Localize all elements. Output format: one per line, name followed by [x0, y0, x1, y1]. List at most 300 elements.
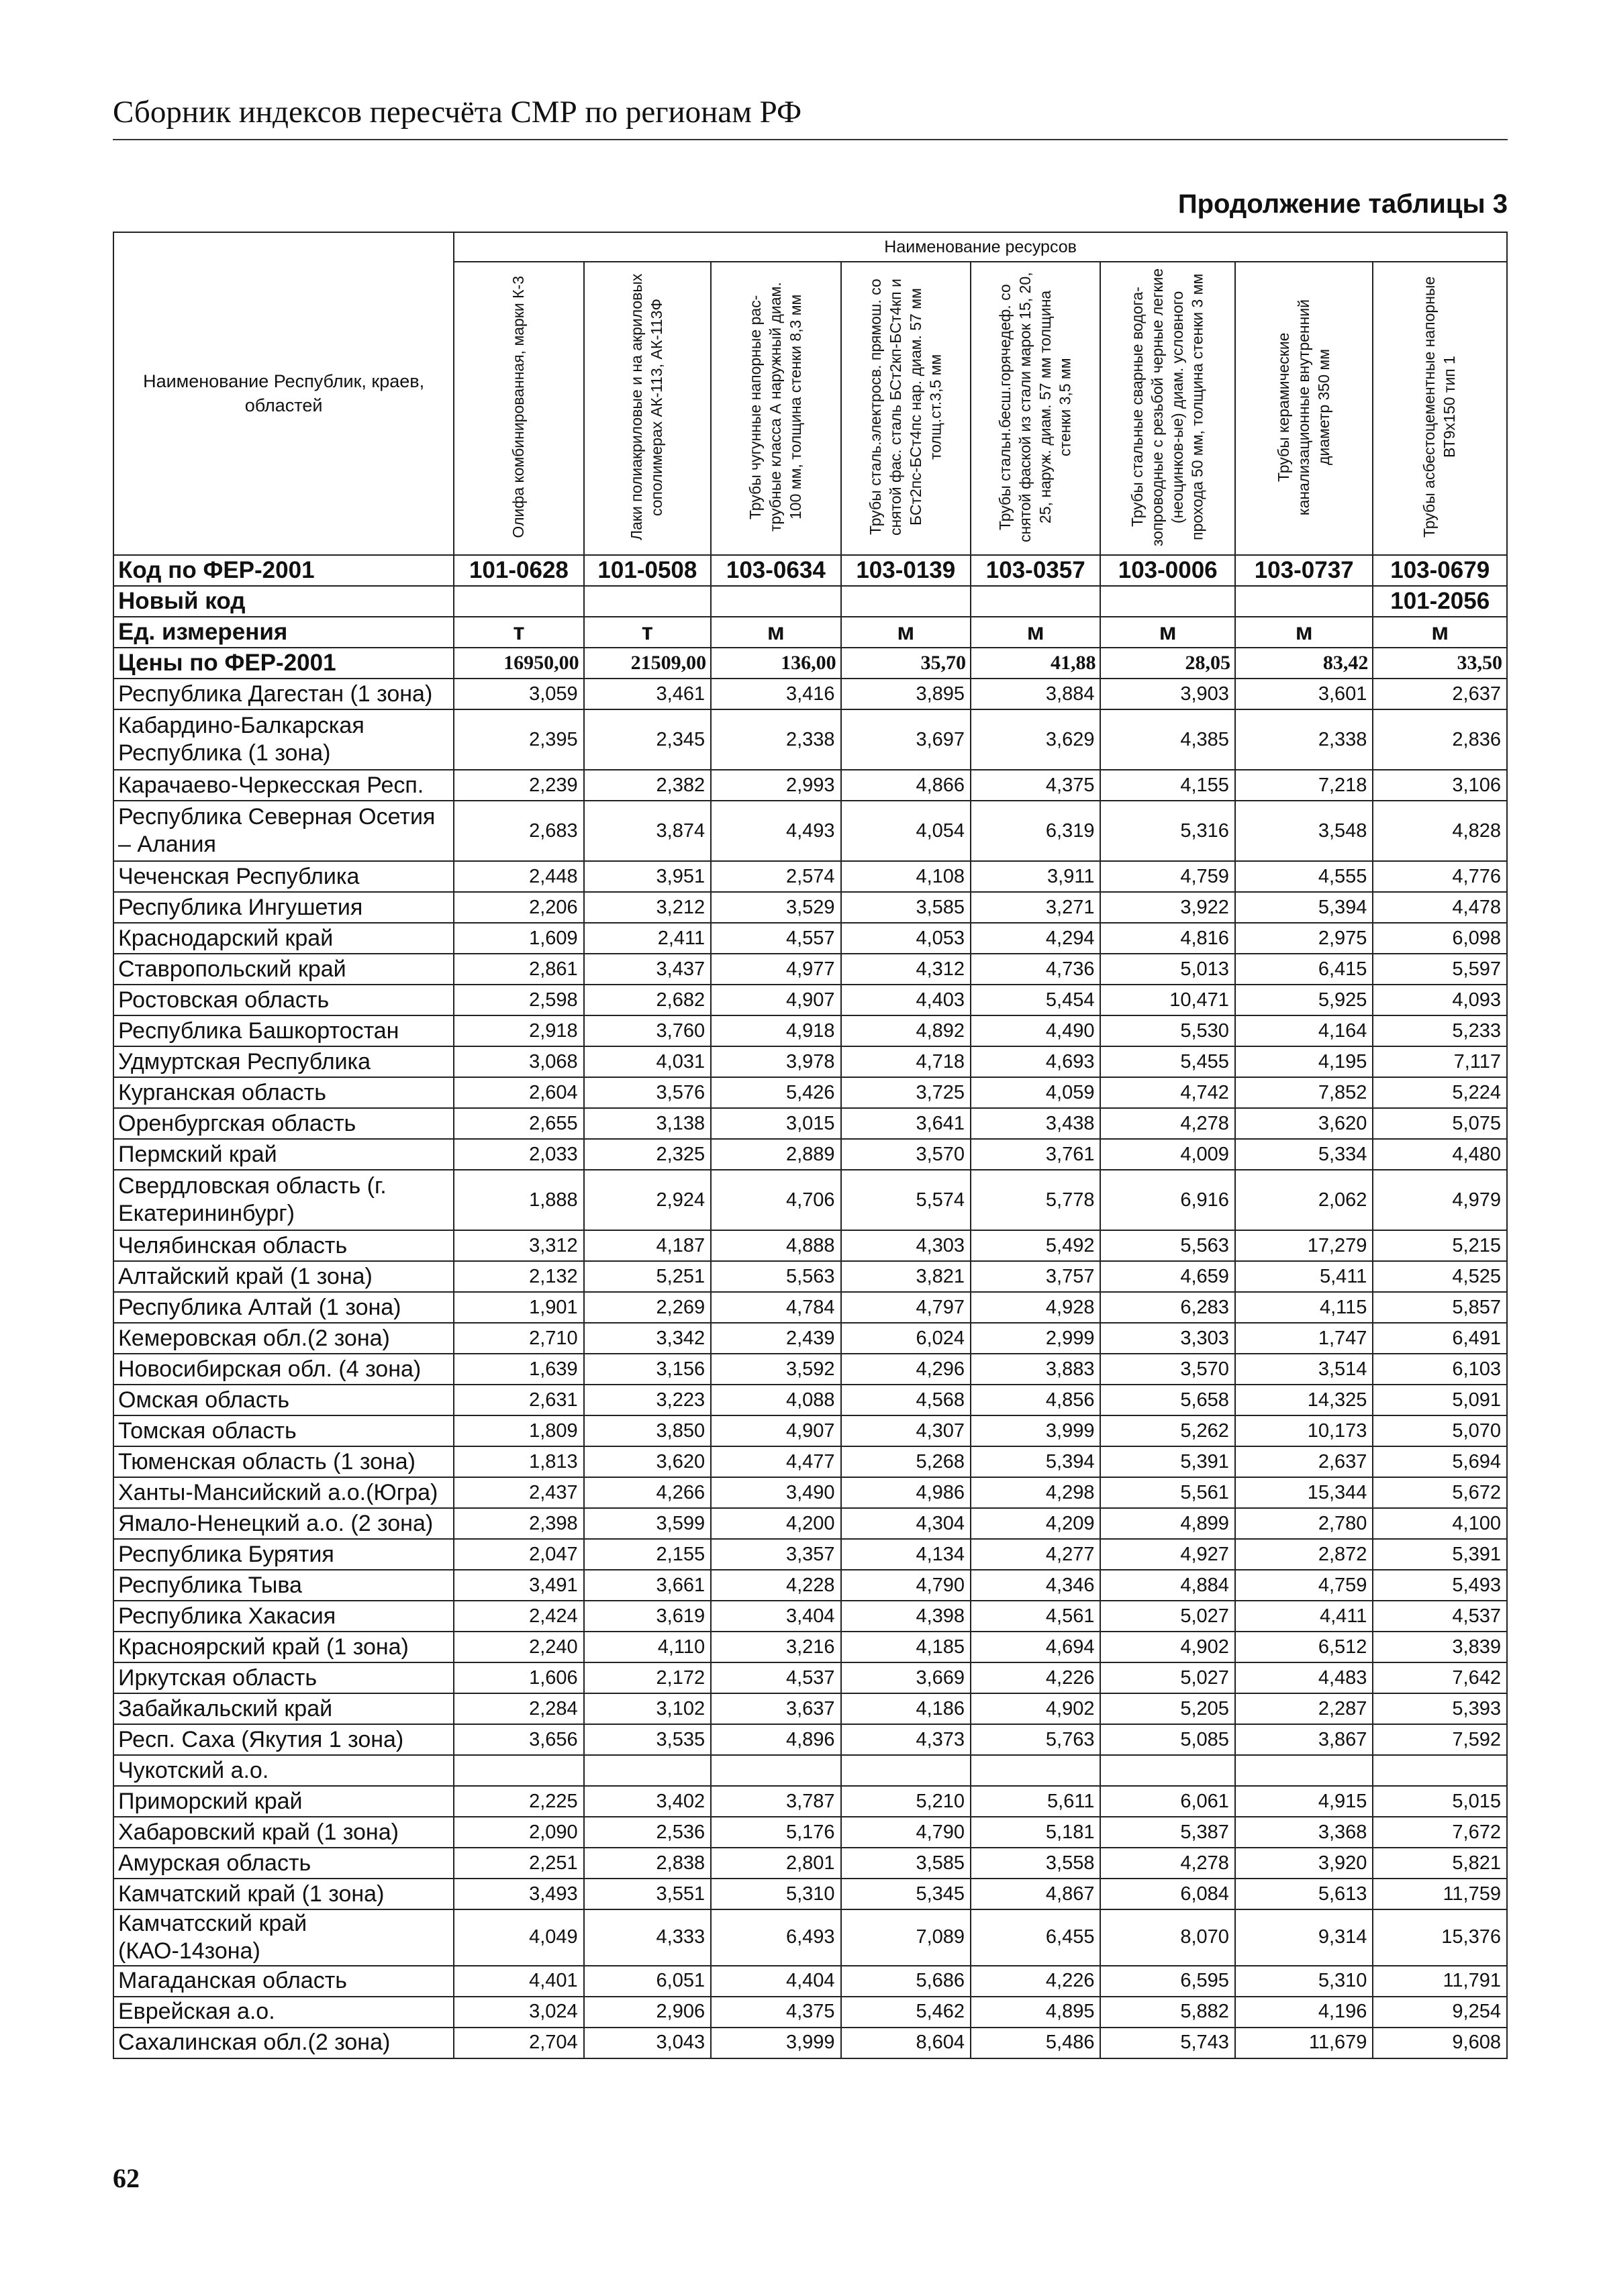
index-value: 2,993 [711, 770, 840, 801]
meta-value: 21509,00 [584, 648, 711, 679]
table-row [113, 1786, 1507, 1817]
index-value: 14,325 [1235, 1385, 1373, 1415]
index-value: 3,404 [711, 1601, 840, 1632]
index-value: 9,254 [1373, 1997, 1507, 2028]
index-table [113, 232, 1508, 2059]
index-value: 3,951 [584, 861, 711, 892]
index-value: 6,595 [1100, 1966, 1234, 1997]
index-value: 3,342 [584, 1323, 711, 1354]
table-row [113, 1755, 1507, 1786]
table-row [113, 1724, 1507, 1755]
region-name: Респ. Саха (Якутия 1 зона) [113, 1724, 454, 1755]
region-name: Республика Дагестан (1 зона) [113, 679, 454, 709]
index-value: 4,790 [841, 1817, 971, 1848]
table-row [113, 1323, 1507, 1354]
index-value: 3,884 [971, 679, 1100, 709]
table-row [113, 1508, 1507, 1539]
table-row [113, 2028, 1507, 2058]
index-value: 6,455 [971, 1909, 1100, 1966]
index-value: 4,093 [1373, 985, 1507, 1015]
index-value: 5,210 [841, 1786, 971, 1817]
index-value: 1,609 [454, 923, 583, 954]
table-row [113, 1879, 1507, 1909]
table-row [113, 1046, 1507, 1077]
index-value: 2,090 [454, 1817, 583, 1848]
index-value: 2,598 [454, 985, 583, 1015]
index-value: 5,310 [711, 1879, 840, 1909]
meta-value: 28,05 [1100, 648, 1234, 679]
index-value: 3,156 [584, 1354, 711, 1385]
index-value: 2,398 [454, 1508, 583, 1539]
index-value: 4,537 [711, 1662, 840, 1693]
index-value: 5,530 [1100, 1015, 1234, 1046]
index-value: 4,195 [1235, 1046, 1373, 1077]
index-value: 3,312 [454, 1230, 583, 1261]
index-value: 4,557 [711, 923, 840, 954]
index-value: 2,574 [711, 861, 840, 892]
index-value [711, 1755, 840, 1786]
index-value: 4,895 [971, 1997, 1100, 2028]
table-row [113, 1817, 1507, 1848]
index-value: 3,438 [971, 1108, 1100, 1139]
index-value: 5,394 [971, 1446, 1100, 1477]
index-value: 3,015 [711, 1108, 840, 1139]
index-value: 2,382 [584, 770, 711, 801]
index-value: 5,316 [1100, 801, 1234, 861]
table-row [113, 1015, 1507, 1046]
index-value: 5,391 [1373, 1539, 1507, 1570]
table-row [113, 709, 1507, 770]
index-value: 5,233 [1373, 1015, 1507, 1046]
meta-row [113, 617, 1507, 648]
resource-header-5: Трубы стальн.бесш.горячедеф. со снятой фаской из стали марок 15, 20, 25, наруж. диам. 57 мм толщина стенки 3,5 мм [971, 262, 1100, 555]
index-value: 2,836 [1373, 709, 1507, 770]
index-value: 4,478 [1373, 892, 1507, 923]
index-value: 3,437 [584, 954, 711, 985]
index-value: 5,013 [1100, 954, 1234, 985]
index-value: 4,884 [1100, 1570, 1234, 1601]
index-value: 2,889 [711, 1139, 840, 1170]
table-row [113, 1292, 1507, 1323]
table-row [113, 1693, 1507, 1724]
region-name: Томская область [113, 1415, 454, 1446]
index-value: 2,395 [454, 709, 583, 770]
index-value: 4,790 [841, 1570, 971, 1601]
index-value: 4,907 [711, 985, 840, 1015]
index-value: 7,642 [1373, 1662, 1507, 1693]
meta-value [841, 586, 971, 617]
region-name: Ханты-Мансийский а.о.(Югра) [113, 1477, 454, 1508]
index-value: 2,637 [1235, 1446, 1373, 1477]
index-value: 10,173 [1235, 1415, 1373, 1446]
meta-value: м [971, 617, 1100, 648]
header-rule [113, 139, 1508, 140]
meta-value: 101-2056 [1373, 586, 1507, 617]
index-value: 6,512 [1235, 1632, 1373, 1662]
meta-value: 83,42 [1235, 648, 1373, 679]
table-row [113, 770, 1507, 801]
table-row [113, 1966, 1507, 1997]
index-value: 1,809 [454, 1415, 583, 1446]
index-value: 5,085 [1100, 1724, 1234, 1755]
index-value: 4,928 [971, 1292, 1100, 1323]
region-name: Республика Хакасия [113, 1601, 454, 1632]
index-value: 3,637 [711, 1693, 840, 1724]
index-value: 4,278 [1100, 1108, 1234, 1139]
meta-label: Цены по ФЕР-2001 [113, 648, 454, 679]
table-row [113, 1385, 1507, 1415]
index-value: 4,742 [1100, 1077, 1234, 1108]
meta-value: м [1235, 617, 1373, 648]
region-name: Тюменская область (1 зона) [113, 1446, 454, 1477]
index-value: 2,251 [454, 1848, 583, 1879]
index-value: 7,117 [1373, 1046, 1507, 1077]
index-value: 3,999 [971, 1415, 1100, 1446]
region-name: Алтайский край (1 зона) [113, 1261, 454, 1292]
region-name: Республика Северная Осетия – Алания [113, 801, 454, 861]
index-value: 4,490 [971, 1015, 1100, 1046]
index-value: 5,391 [1100, 1446, 1234, 1477]
region-name: Хабаровский край (1 зона) [113, 1817, 454, 1848]
index-value: 3,138 [584, 1108, 711, 1139]
page-number: 62 [113, 2163, 140, 2193]
index-value: 5,563 [711, 1261, 840, 1292]
index-value: 4,404 [711, 1966, 840, 1997]
index-value: 5,672 [1373, 1477, 1507, 1508]
table-row [113, 1848, 1507, 1879]
index-value: 4,164 [1235, 1015, 1373, 1046]
table-row [113, 1139, 1507, 1170]
index-value: 2,906 [584, 1997, 711, 2028]
index-value: 5,492 [971, 1230, 1100, 1261]
table-row [113, 1230, 1507, 1261]
index-value: 3,570 [1100, 1354, 1234, 1385]
index-value: 5,262 [1100, 1415, 1234, 1446]
index-value: 3,514 [1235, 1354, 1373, 1385]
index-value: 4,867 [971, 1879, 1100, 1909]
meta-value: м [711, 617, 840, 648]
index-value: 2,172 [584, 1662, 711, 1693]
index-value: 4,053 [841, 923, 971, 954]
region-name: Омская область [113, 1385, 454, 1415]
region-name: Республика Башкортостан [113, 1015, 454, 1046]
index-value [841, 1755, 971, 1786]
index-value: 7,592 [1373, 1724, 1507, 1755]
table-row [113, 1446, 1507, 1477]
meta-value: м [1373, 617, 1507, 648]
index-value: 3,725 [841, 1077, 971, 1108]
index-value: 4,134 [841, 1539, 971, 1570]
region-name: Республика Ингушетия [113, 892, 454, 923]
index-value: 5,454 [971, 985, 1100, 1015]
index-value: 5,686 [841, 1966, 971, 1997]
index-value: 7,672 [1373, 1817, 1507, 1848]
index-value: 4,373 [841, 1724, 971, 1755]
region-name: Оренбургская область [113, 1108, 454, 1139]
index-value: 4,186 [841, 1693, 971, 1724]
region-name: Камчатсский край (КАО-14зона) [113, 1909, 454, 1966]
index-value: 6,319 [971, 801, 1100, 861]
index-value: 4,200 [711, 1508, 840, 1539]
index-value: 5,743 [1100, 2028, 1234, 2058]
index-value: 11,759 [1373, 1879, 1507, 1909]
region-column-header: Наименование Республик, краев, областей [113, 232, 454, 555]
meta-value: м [1100, 617, 1234, 648]
region-name: Чукотский а.о. [113, 1755, 454, 1786]
region-name: Амурская область [113, 1848, 454, 1879]
meta-value [1100, 586, 1234, 617]
index-value: 4,385 [1100, 709, 1234, 770]
index-value: 4,483 [1235, 1662, 1373, 1693]
region-name: Республика Тыва [113, 1570, 454, 1601]
index-value: 2,345 [584, 709, 711, 770]
index-value: 2,861 [454, 954, 583, 985]
index-value: 2,284 [454, 1693, 583, 1724]
meta-value: 103-0357 [971, 555, 1100, 586]
meta-row [113, 648, 1507, 679]
index-value: 4,049 [454, 1909, 583, 1966]
index-value: 4,907 [711, 1415, 840, 1446]
index-value: 5,070 [1373, 1415, 1507, 1446]
index-value: 5,763 [971, 1724, 1100, 1755]
index-value: 4,100 [1373, 1508, 1507, 1539]
meta-value: 103-0006 [1100, 555, 1234, 586]
index-value: 3,493 [454, 1879, 583, 1909]
resource-header-4: Трубы сталь.электросв. прямош. со снятой фас. сталь БСт2кп-БСт4кп и БСт2пс-БСт4пс нар. диам. 57 мм толщ.ст.3,5 мм [841, 262, 971, 555]
index-value: 11,791 [1373, 1966, 1507, 1997]
index-value: 2,683 [454, 801, 583, 861]
index-value: 3,839 [1373, 1632, 1507, 1662]
index-value: 3,620 [584, 1446, 711, 1477]
table-row [113, 1170, 1507, 1230]
meta-value [454, 586, 583, 617]
index-value: 2,801 [711, 1848, 840, 1879]
index-value: 3,402 [584, 1786, 711, 1817]
index-value: 4,979 [1373, 1170, 1507, 1230]
index-value: 5,925 [1235, 985, 1373, 1015]
region-name: Республика Бурятия [113, 1539, 454, 1570]
index-value [971, 1755, 1100, 1786]
index-value: 5,411 [1235, 1261, 1373, 1292]
index-value: 3,271 [971, 892, 1100, 923]
index-value: 6,283 [1100, 1292, 1234, 1323]
meta-value [711, 586, 840, 617]
meta-row [113, 555, 1507, 586]
index-value: 4,110 [584, 1632, 711, 1662]
index-value: 6,051 [584, 1966, 711, 1997]
region-name: Удмуртская Республика [113, 1046, 454, 1077]
index-value: 4,009 [1100, 1139, 1234, 1170]
index-value: 3,883 [971, 1354, 1100, 1385]
index-value: 3,558 [971, 1848, 1100, 1879]
index-value: 3,585 [841, 1848, 971, 1879]
index-value: 3,212 [584, 892, 711, 923]
index-value: 6,103 [1373, 1354, 1507, 1385]
index-value: 3,551 [584, 1879, 711, 1909]
region-name: Челябинская область [113, 1230, 454, 1261]
meta-value: 35,70 [841, 648, 971, 679]
index-value: 4,266 [584, 1477, 711, 1508]
index-value [1235, 1755, 1373, 1786]
table-row [113, 679, 1507, 709]
region-name: Пермский край [113, 1139, 454, 1170]
index-value: 4,866 [841, 770, 971, 801]
index-value: 4,196 [1235, 1997, 1373, 2028]
index-value: 3,043 [584, 2028, 711, 2058]
index-value: 4,226 [971, 1662, 1100, 1693]
index-value: 4,375 [711, 1997, 840, 2028]
index-value [454, 1755, 583, 1786]
index-value: 5,027 [1100, 1601, 1234, 1632]
meta-value: 103-0679 [1373, 555, 1507, 586]
meta-value: т [454, 617, 583, 648]
meta-value [971, 586, 1100, 617]
index-value: 4,918 [711, 1015, 840, 1046]
index-value: 2,424 [454, 1601, 583, 1632]
index-value: 4,333 [584, 1909, 711, 1966]
index-value: 3,978 [711, 1046, 840, 1077]
index-value: 5,345 [841, 1879, 971, 1909]
index-value: 5,224 [1373, 1077, 1507, 1108]
index-value: 6,493 [711, 1909, 840, 1966]
index-value: 1,747 [1235, 1323, 1373, 1354]
index-value: 6,916 [1100, 1170, 1234, 1230]
meta-value: 136,00 [711, 648, 840, 679]
index-value: 5,176 [711, 1817, 840, 1848]
index-value: 3,576 [584, 1077, 711, 1108]
index-value: 4,568 [841, 1385, 971, 1415]
meta-value [1235, 586, 1373, 617]
index-value: 5,486 [971, 2028, 1100, 2058]
index-value: 1,606 [454, 1662, 583, 1693]
index-value: 2,918 [454, 1015, 583, 1046]
meta-label: Новый код [113, 586, 454, 617]
index-value: 4,759 [1100, 861, 1234, 892]
index-value: 4,902 [971, 1693, 1100, 1724]
index-value: 3,102 [584, 1693, 711, 1724]
index-value: 5,882 [1100, 1997, 1234, 2028]
index-value: 3,601 [1235, 679, 1373, 709]
index-value: 4,346 [971, 1570, 1100, 1601]
meta-value: 103-0139 [841, 555, 971, 586]
index-value: 2,269 [584, 1292, 711, 1323]
table-row [113, 1909, 1507, 1966]
index-value: 3,303 [1100, 1323, 1234, 1354]
index-value: 3,922 [1100, 892, 1234, 923]
index-value: 5,611 [971, 1786, 1100, 1817]
table-row [113, 801, 1507, 861]
region-name: Сахалинская обл.(2 зона) [113, 2028, 454, 2058]
index-value: 3,570 [841, 1139, 971, 1170]
index-value: 4,228 [711, 1570, 840, 1601]
table-row [113, 1632, 1507, 1662]
index-value: 3,619 [584, 1601, 711, 1632]
index-value: 3,911 [971, 861, 1100, 892]
index-value: 4,927 [1100, 1539, 1234, 1570]
index-value: 3,024 [454, 1997, 583, 2028]
index-value: 4,693 [971, 1046, 1100, 1077]
index-value: 3,585 [841, 892, 971, 923]
index-value: 4,718 [841, 1046, 971, 1077]
index-value: 4,986 [841, 1477, 971, 1508]
table-row [113, 1077, 1507, 1108]
table-row [113, 1997, 1507, 2028]
index-value: 4,759 [1235, 1570, 1373, 1601]
index-value: 2,655 [454, 1108, 583, 1139]
index-value: 9,314 [1235, 1909, 1373, 1966]
index-value: 5,394 [1235, 892, 1373, 923]
index-value: 5,821 [1373, 1848, 1507, 1879]
index-value: 5,462 [841, 1997, 971, 2028]
index-value: 4,108 [841, 861, 971, 892]
index-value: 4,209 [971, 1508, 1100, 1539]
table-row [113, 1662, 1507, 1693]
index-value: 2,033 [454, 1139, 583, 1170]
index-value: 4,797 [841, 1292, 971, 1323]
index-value: 3,529 [711, 892, 840, 923]
table-row [113, 1261, 1507, 1292]
index-value: 4,298 [971, 1477, 1100, 1508]
index-value: 3,629 [971, 709, 1100, 770]
index-value: 3,548 [1235, 801, 1373, 861]
index-value: 3,599 [584, 1508, 711, 1539]
index-value: 3,416 [711, 679, 840, 709]
resource-header-7: Трубы керамические канализационные внутренний диаметр 350 мм [1235, 262, 1373, 555]
index-value: 6,415 [1235, 954, 1373, 985]
region-name: Приморский край [113, 1786, 454, 1817]
index-value: 7,218 [1235, 770, 1373, 801]
index-value: 4,892 [841, 1015, 971, 1046]
index-value: 2,240 [454, 1632, 583, 1662]
index-value: 1,888 [454, 1170, 583, 1230]
index-value: 4,296 [841, 1354, 971, 1385]
index-value: 5,387 [1100, 1817, 1234, 1848]
index-value: 5,563 [1100, 1230, 1234, 1261]
index-value: 2,704 [454, 2028, 583, 2058]
index-value: 3,620 [1235, 1108, 1373, 1139]
index-value: 3,850 [584, 1415, 711, 1446]
index-value: 2,975 [1235, 923, 1373, 954]
index-value: 2,682 [584, 985, 711, 1015]
index-value [584, 1755, 711, 1786]
index-value [1100, 1755, 1234, 1786]
index-value: 7,852 [1235, 1077, 1373, 1108]
meta-value: 16950,00 [454, 648, 583, 679]
index-value: 4,856 [971, 1385, 1100, 1415]
index-value: 5,574 [841, 1170, 971, 1230]
index-value: 2,631 [454, 1385, 583, 1415]
index-value: 4,303 [841, 1230, 971, 1261]
region-name: Кабардино-Балкарская Республика (1 зона) [113, 709, 454, 770]
table-row [113, 892, 1507, 923]
index-value: 2,838 [584, 1848, 711, 1879]
index-value: 17,279 [1235, 1230, 1373, 1261]
region-name: Ростовская область [113, 985, 454, 1015]
meta-value: 103-0634 [711, 555, 840, 586]
index-value: 4,375 [971, 770, 1100, 801]
index-value: 5,027 [1100, 1662, 1234, 1693]
table-row [113, 1108, 1507, 1139]
index-value: 2,999 [971, 1323, 1100, 1354]
index-value: 8,070 [1100, 1909, 1234, 1966]
meta-value: т [584, 617, 711, 648]
index-value: 4,304 [841, 1508, 971, 1539]
index-value: 5,268 [841, 1446, 971, 1477]
region-name: Ямало-Ненецкий а.о. (2 зона) [113, 1508, 454, 1539]
index-value: 4,888 [711, 1230, 840, 1261]
index-value: 5,694 [1373, 1446, 1507, 1477]
index-value: 4,398 [841, 1601, 971, 1632]
